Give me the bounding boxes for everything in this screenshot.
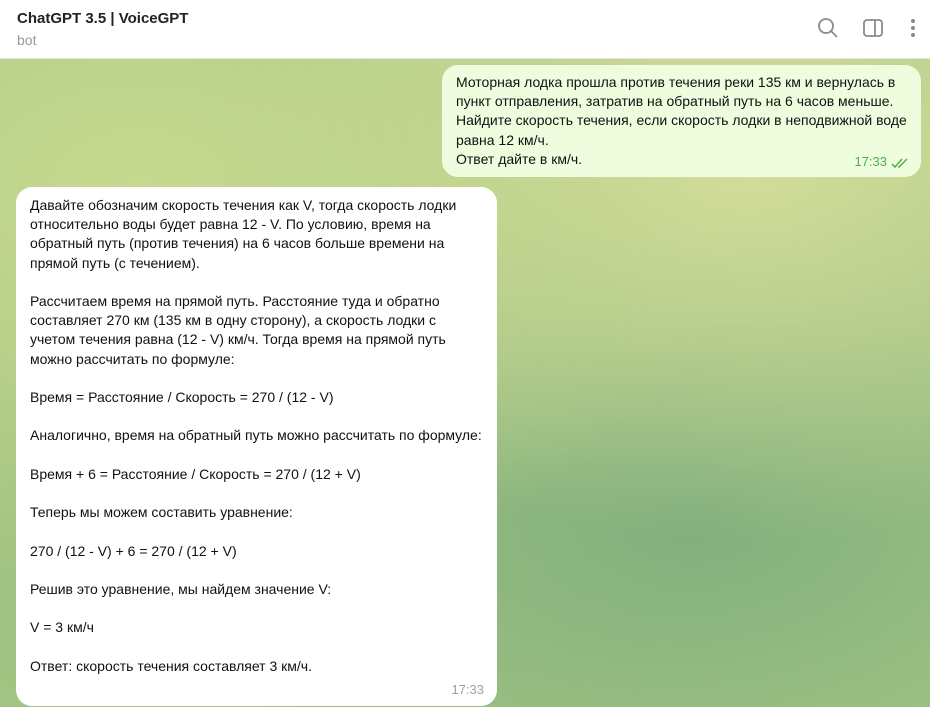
outgoing-message — [442, 65, 921, 177]
message-text: Давайте обозначим скорость течения как V, тогда скорость лодки относительно воды будет равна 12 - V. По условию, время на обратный путь (против течения) на 6 часов больше времени на прямой путь (с течением). Рассчитаем время на прямой путь. Расстояние туда и обратно составляет 270 км (135 км в одну сторону), а скорость лодки с учетом течения равна (12 - V) км/ч. Тогда время на прямой путь можно рассчитать по формуле: Время = Расстояние / Скорость = 270 / (12 - V) Аналогично, время на обратный путь можно рассчитать по формуле: Время + 6 = Расстояние / Скорость = 270 / (12 + V) Теперь мы можем составить уравнение: 270 / (12 - V) + 6 = 270 / (12 + V) Решив это уравнение, мы найдем значение V: V = 3 км/ч Ответ: скорость течения составляет 3 км/ч. — [30, 197, 482, 674]
message-time: 17:33 — [854, 153, 887, 169]
chat-header — [0, 0, 930, 59]
search-icon[interactable] — [816, 16, 840, 40]
more-menu-icon[interactable] — [901, 16, 925, 40]
message-text: Моторная лодка прошла против течения реки 135 км и вернулась в пункт отправления, затратив на обратный путь на 6 часов меньше. Найдите скорость течения, если скорость лодки в неподвижной воде равна 12 км/ч. Ответ дайте в км/ч. — [456, 74, 907, 167]
chat-title[interactable]: ChatGPT 3.5 | VoiceGPT — [17, 10, 189, 27]
sidebar-toggle-icon[interactable] — [861, 16, 885, 40]
message-time: 17:33 — [451, 681, 484, 697]
read-double-check-icon — [891, 157, 911, 169]
chat-subtitle: bot — [17, 32, 37, 48]
incoming-message — [16, 187, 497, 706]
